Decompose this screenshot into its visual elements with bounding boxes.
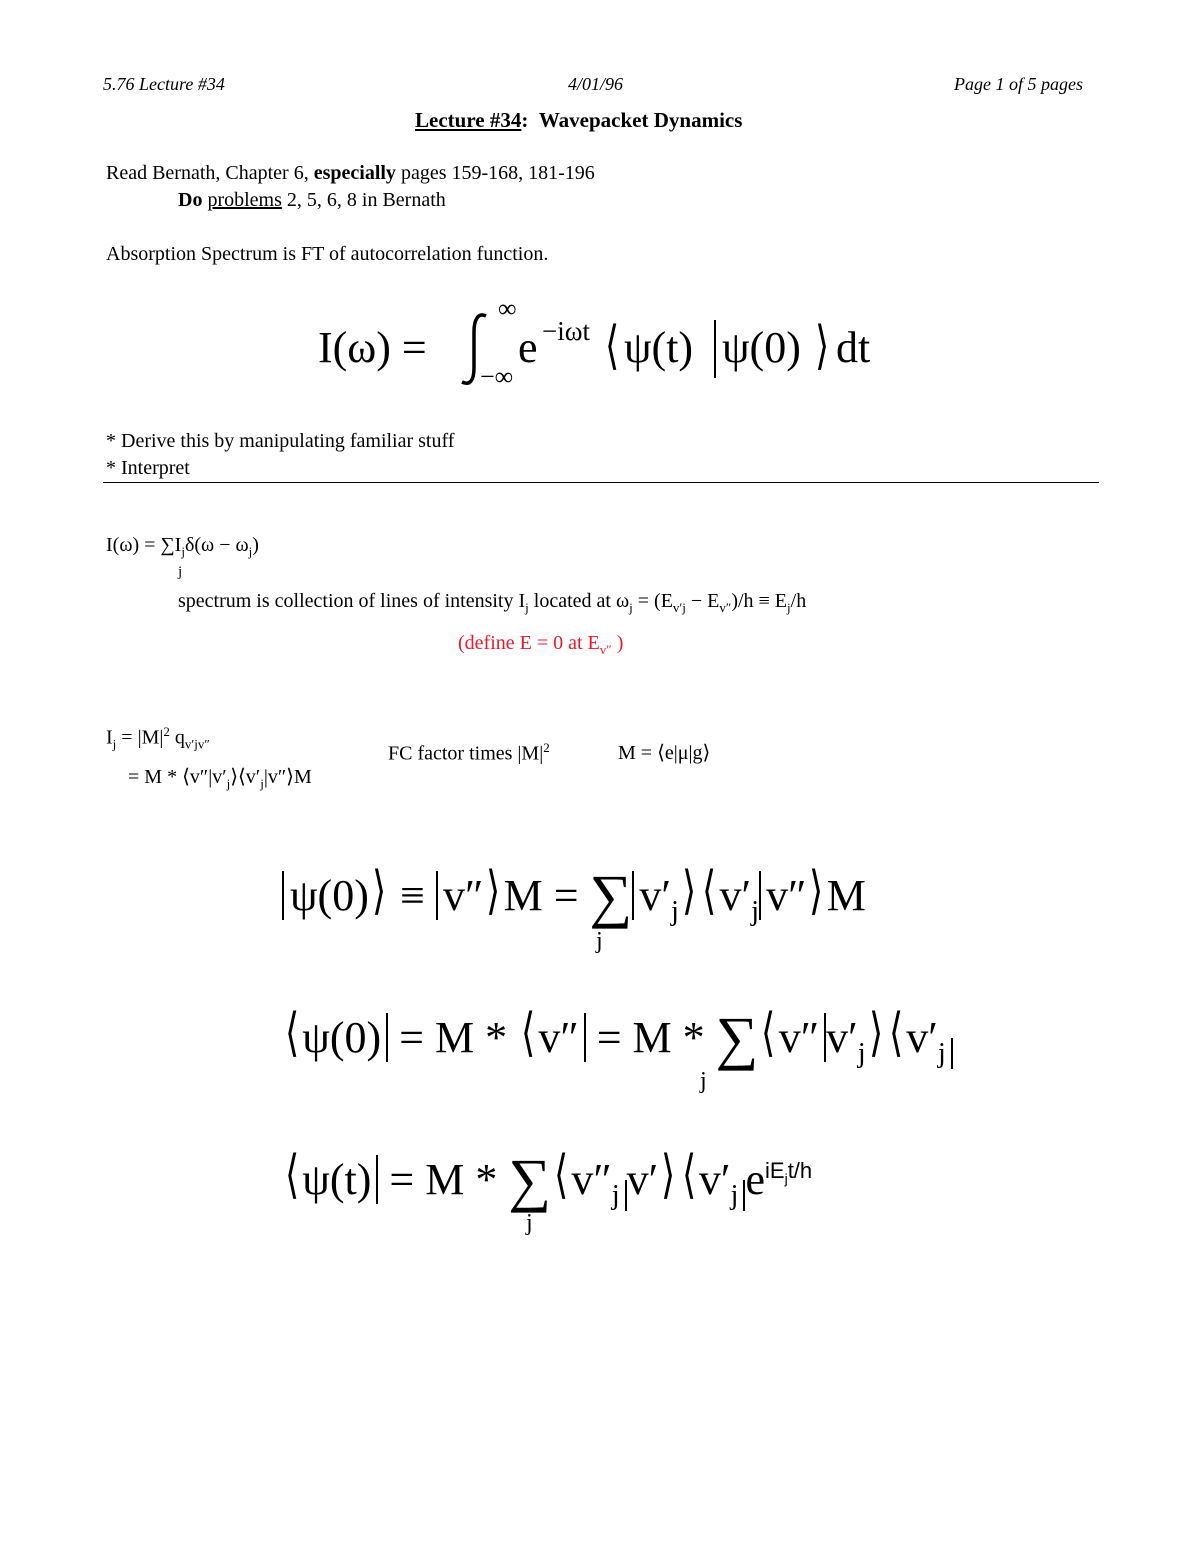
psi0bra-open-3: ⟨ xyxy=(761,1005,776,1062)
define-close: ) xyxy=(611,632,624,654)
spec-mid: located at xyxy=(528,590,616,612)
psi0bra-c: v″ xyxy=(538,1013,585,1062)
psi0bra-d: = M * xyxy=(596,1013,705,1062)
psit-f-sup: iE xyxy=(765,1158,785,1184)
sum-index: j xyxy=(178,564,183,580)
psi0-M: M xyxy=(826,871,866,920)
psi0-vpp: v″ xyxy=(436,871,483,920)
equation-psi0-bra xyxy=(282,998,953,1070)
equation-psi0-ket xyxy=(282,856,866,928)
spec-ev2-sub: v″ xyxy=(719,600,732,615)
psi0bra-e: v″ xyxy=(779,1013,826,1062)
bullet-derive: * Derive this by manipulating familiar stuff xyxy=(106,430,455,452)
fc-text: FC factor times |M| xyxy=(388,742,544,765)
eq-intensity-sum xyxy=(106,534,259,560)
bullet-interpret: * Interpret xyxy=(106,457,190,479)
ket-psi-0: ψ(0) xyxy=(722,323,801,372)
eq-intensity-fc-line2 xyxy=(128,764,312,792)
section-divider xyxy=(103,482,1099,483)
problems-list: 2, 5, 6, 8 in Bernath xyxy=(281,189,446,211)
spec-text: spectrum is collection of lines of intensity I xyxy=(178,590,526,612)
sum-rest: δ(ω − ω xyxy=(184,534,249,556)
l2-end: |v″⟩M xyxy=(263,766,312,788)
sum-rest-sub: j xyxy=(248,544,253,559)
sigma-sum-3: ∑ xyxy=(508,1147,552,1213)
page-title xyxy=(415,108,742,133)
psi0-bra-open: ⟨ xyxy=(702,863,717,920)
psit-c: v″ xyxy=(571,1155,612,1204)
psit-open-2: ⟨ xyxy=(554,1147,569,1204)
psi0bra-open-2: ⟨ xyxy=(521,1005,536,1062)
psit-b: = M * xyxy=(389,1155,498,1204)
psi0-vp: v′ xyxy=(632,871,671,920)
title-subject: Wavepacket Dynamics xyxy=(538,108,743,132)
define-sub: v″ xyxy=(599,642,612,657)
define-text: (define E = 0 at E xyxy=(458,632,600,654)
ket-close: ⟩ xyxy=(815,318,830,375)
ij: I xyxy=(106,726,113,749)
psi0bra-open: ⟨ xyxy=(285,1005,300,1062)
psi0bra-close: ⟩ xyxy=(868,1005,883,1062)
spec-end: /h xyxy=(790,590,807,612)
spec-minus: − E xyxy=(685,590,720,612)
psi0-a: ψ(0) xyxy=(282,871,369,920)
psit-e: v′ xyxy=(698,1155,731,1204)
psit-close: ⟩ xyxy=(661,1147,676,1204)
sigma-index-2: j xyxy=(700,1068,707,1094)
sigma-sum-2: ∑ xyxy=(715,1005,759,1071)
l2-mid: ⟩⟨v′ xyxy=(230,766,261,788)
l2-sub: j xyxy=(226,776,231,791)
psi0-vpp2: v″ xyxy=(759,871,806,920)
psi0bra-b: = M * xyxy=(399,1013,508,1062)
psit-f-sup-end: t/h xyxy=(787,1158,813,1184)
spec-sub: j xyxy=(525,600,529,615)
absorption-statement: Absorption Spectrum is FT of autocorrelation function. xyxy=(106,243,549,265)
title-colon: : xyxy=(521,108,529,132)
psi0-equiv: ≡ xyxy=(400,871,425,920)
ij-q: q xyxy=(169,726,185,749)
psi0-ket-close-2: ⟩ xyxy=(486,863,501,920)
header-page: Page 1 of 5 pages xyxy=(954,74,1083,94)
spec-close: )/h ≡ E xyxy=(731,590,788,612)
psi0bra-open-4: ⟨ xyxy=(888,1005,904,1062)
psi0bra-f: v′ xyxy=(826,1013,858,1062)
psit-open-3: ⟨ xyxy=(681,1147,696,1204)
bra-psi-t: ψ(t) xyxy=(624,323,694,372)
ij-sub: j xyxy=(112,736,117,752)
psi0-vp2: v′ xyxy=(719,871,752,920)
eq-lhs: I(ω) = xyxy=(318,323,427,372)
psit-open: ⟨ xyxy=(285,1147,300,1204)
bracket-bar xyxy=(714,320,716,378)
psit-f-sup-sub: j xyxy=(784,1170,788,1187)
fc-factor-note xyxy=(388,740,550,766)
l2-sub2: j xyxy=(260,776,264,791)
psi0-M-eq: M = xyxy=(503,871,579,920)
reading-bold: especially xyxy=(313,162,396,184)
title-lecture: Lecture #34 xyxy=(415,108,522,132)
spec-ev-sub: v′j xyxy=(672,600,686,615)
eq-dt: dt xyxy=(836,323,871,372)
spec-ej-sub: j xyxy=(787,600,791,615)
psit-f: e xyxy=(745,1155,765,1204)
spec-omega-sub: j xyxy=(629,600,633,615)
psi0-vp2-sub: j xyxy=(751,895,760,927)
sum-close: ) xyxy=(252,534,259,556)
header-date: 4/01/96 xyxy=(568,74,624,94)
problems-word: problems xyxy=(207,189,282,211)
fc-sup: 2 xyxy=(543,740,550,755)
sigma-index-1: j xyxy=(596,928,603,954)
psit-d: v′ xyxy=(626,1155,659,1204)
sigma-sum-1: ∑ xyxy=(589,863,633,929)
psit-a: ψ(t) xyxy=(302,1155,378,1204)
psit-c-sub: j xyxy=(612,1180,627,1211)
integral-upper: ∞ xyxy=(498,294,517,323)
header-left: 5.76 Lecture #34 xyxy=(103,74,225,94)
psi0-ket-close-4: ⟩ xyxy=(809,863,824,920)
exp-power: −iωt xyxy=(542,316,591,346)
sigma-index-3: j xyxy=(526,1210,533,1236)
equation-autocorrelation xyxy=(318,294,898,400)
integral-lower: −∞ xyxy=(480,362,514,391)
sum-text: I(ω) = ∑I xyxy=(106,534,182,556)
bra-open: ⟨ xyxy=(605,318,620,375)
reading-line-1 xyxy=(106,162,595,185)
reading-post: pages 159-168, 181-196 xyxy=(395,162,595,184)
sum-sub: j xyxy=(181,544,185,559)
exp-base: e xyxy=(518,323,538,372)
ij-qsub: v′jv″ xyxy=(184,736,210,752)
spec-omega: ω xyxy=(615,590,630,612)
define-zero-note xyxy=(458,632,623,658)
problems-do: Do xyxy=(178,189,203,211)
ij-mid: = |M| xyxy=(116,726,164,749)
m-definition: M = ⟨e|μ|g⟩ xyxy=(618,742,711,764)
spectrum-description xyxy=(178,590,806,616)
psi0bra-g: v′ xyxy=(906,1013,938,1062)
equation-psit-bra xyxy=(282,1140,812,1212)
psi0bra-g-sub: j xyxy=(938,1038,953,1069)
reading-line-2 xyxy=(178,189,446,212)
psi0-vp-sub: j xyxy=(670,895,679,927)
l2: = M * ⟨v″|v′ xyxy=(128,766,227,788)
psi0bra-a: ψ(0) xyxy=(302,1013,388,1062)
psi0-ket-close-3: ⟩ xyxy=(681,863,697,920)
spec-eq: = (E xyxy=(632,590,673,612)
reading-pre: Read Bernath, Chapter 6, xyxy=(106,162,314,184)
psi0-ket-close: ⟩ xyxy=(371,863,387,920)
eq-intensity-fc-line1 xyxy=(106,724,210,753)
psi0bra-f-sub: j xyxy=(857,1037,866,1069)
psit-e-sub: j xyxy=(731,1180,746,1211)
ij-sup: 2 xyxy=(163,724,170,739)
